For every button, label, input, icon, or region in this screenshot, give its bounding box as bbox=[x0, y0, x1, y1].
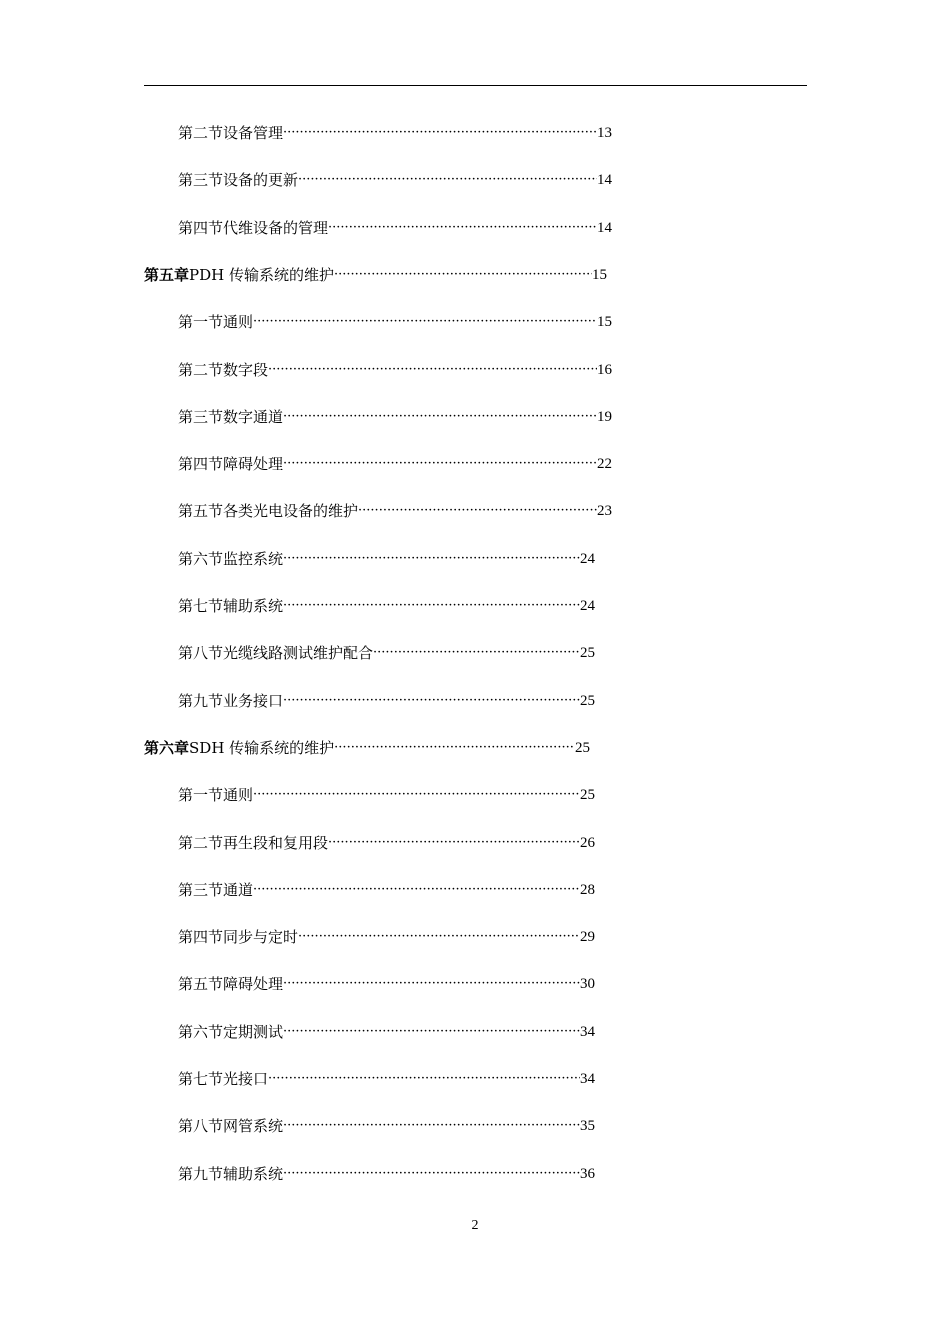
entry-page-number: 36 bbox=[580, 1165, 595, 1182]
page-number: 2 bbox=[471, 1218, 479, 1233]
entry-page-number: 29 bbox=[580, 929, 595, 946]
entry-page-number: 14 bbox=[597, 172, 612, 189]
header-rule bbox=[144, 85, 807, 86]
dot-leader bbox=[283, 690, 580, 712]
toc-section-entry[interactable] bbox=[178, 359, 612, 381]
toc-section-entry[interactable] bbox=[178, 122, 612, 144]
section-number: 第四节 bbox=[178, 218, 224, 237]
entry-page-number: 28 bbox=[580, 881, 595, 898]
section-number: 第八节 bbox=[178, 1117, 224, 1136]
entry-title: 同步与定时 bbox=[223, 928, 299, 947]
entry-page-number: 34 bbox=[580, 1023, 595, 1040]
toc-section-entry[interactable] bbox=[178, 169, 612, 191]
entry-page-number: 25 bbox=[575, 739, 590, 756]
section-number: 第二节 bbox=[178, 833, 224, 852]
section-number: 第一节 bbox=[178, 313, 224, 332]
toc-section-entry[interactable] bbox=[178, 879, 595, 901]
dot-leader bbox=[283, 548, 580, 570]
toc-section-entry[interactable] bbox=[178, 595, 595, 617]
entry-title: 数字通道 bbox=[223, 407, 284, 426]
dot-leader bbox=[283, 406, 597, 428]
dot-leader bbox=[358, 500, 597, 522]
entry-title: 通道 bbox=[223, 880, 254, 899]
dot-leader bbox=[373, 642, 580, 664]
entry-page-number: 23 bbox=[597, 503, 612, 520]
section-number: 第四节 bbox=[178, 928, 224, 947]
entry-page-number: 24 bbox=[580, 550, 595, 567]
entry-title: 辅助系统 bbox=[223, 597, 284, 615]
dot-leader bbox=[283, 1021, 580, 1043]
dot-leader bbox=[334, 264, 592, 286]
entry-title: 各类光电设备的维护 bbox=[223, 502, 359, 521]
dot-leader bbox=[283, 122, 597, 144]
section-number: 第三节 bbox=[178, 171, 224, 190]
entry-title: 定期测试 bbox=[223, 1022, 284, 1041]
entry-title: 光接口 bbox=[223, 1070, 269, 1088]
dot-leader bbox=[268, 1068, 580, 1090]
entry-title: 通则 bbox=[223, 786, 254, 805]
entry-page-number: 35 bbox=[580, 1118, 595, 1135]
dot-leader bbox=[253, 784, 580, 806]
entry-page-number: 14 bbox=[597, 219, 612, 236]
entry-title: 辅助系统 bbox=[223, 1164, 284, 1183]
chapter-number: 第六章 bbox=[144, 738, 190, 757]
dot-leader bbox=[283, 453, 597, 475]
toc-section-entry[interactable] bbox=[178, 453, 612, 475]
section-number: 第六节 bbox=[178, 549, 224, 568]
dot-leader bbox=[298, 169, 597, 191]
dot-leader bbox=[253, 311, 597, 333]
entry-title: 设备管理 bbox=[223, 124, 284, 142]
dot-leader bbox=[268, 359, 597, 381]
toc-chapter-entry[interactable] bbox=[144, 737, 590, 759]
dot-leader bbox=[283, 595, 580, 617]
toc-section-entry[interactable] bbox=[178, 642, 595, 664]
section-number: 第八节 bbox=[178, 644, 224, 663]
entry-page-number: 25 bbox=[580, 692, 595, 709]
dot-leader bbox=[334, 737, 575, 759]
section-number: 第五节 bbox=[178, 975, 224, 994]
entry-title: 障碍处理 bbox=[223, 975, 284, 994]
entry-title: 业务接口 bbox=[223, 691, 284, 710]
section-number: 第四节 bbox=[178, 455, 224, 474]
entry-page-number: 26 bbox=[580, 834, 595, 851]
dot-leader bbox=[283, 1163, 580, 1185]
section-number: 第七节 bbox=[178, 1070, 224, 1088]
toc-section-entry[interactable] bbox=[178, 311, 612, 333]
section-number: 第二节 bbox=[178, 360, 224, 379]
entry-page-number: 22 bbox=[597, 456, 612, 473]
toc-section-entry[interactable] bbox=[178, 548, 595, 570]
section-number: 第五节 bbox=[178, 502, 224, 521]
toc-section-entry[interactable] bbox=[178, 406, 612, 428]
section-number: 第六节 bbox=[178, 1022, 224, 1041]
entry-title: 代维设备的管理 bbox=[223, 218, 329, 237]
toc-section-entry[interactable] bbox=[178, 1115, 595, 1137]
entry-title: 再生段和复用段 bbox=[223, 833, 329, 852]
entry-page-number: 13 bbox=[597, 125, 612, 141]
toc-section-entry[interactable] bbox=[178, 690, 595, 712]
dot-leader bbox=[298, 926, 580, 948]
toc-section-entry[interactable] bbox=[178, 1021, 595, 1043]
toc-section-entry[interactable] bbox=[178, 832, 595, 854]
entry-page-number: 19 bbox=[597, 408, 612, 425]
toc-section-entry[interactable] bbox=[178, 973, 595, 995]
toc-section-entry[interactable] bbox=[178, 1163, 595, 1185]
dot-leader bbox=[328, 217, 597, 239]
entry-page-number: 30 bbox=[580, 976, 595, 993]
section-number: 第七节 bbox=[178, 597, 224, 615]
entry-page-number: 25 bbox=[580, 787, 595, 804]
entry-title: 监控系统 bbox=[223, 549, 284, 568]
toc-section-entry[interactable] bbox=[178, 784, 595, 806]
entry-title: 设备的更新 bbox=[223, 171, 299, 190]
section-number: 第三节 bbox=[178, 880, 224, 899]
entry-title: 网管系统 bbox=[223, 1117, 284, 1136]
chapter-number: 第五章 bbox=[144, 265, 190, 284]
toc-section-entry[interactable] bbox=[178, 1068, 595, 1090]
entry-title: 数字段 bbox=[223, 360, 269, 379]
entry-title: 障碍处理 bbox=[223, 455, 284, 474]
section-number: 第九节 bbox=[178, 1164, 224, 1183]
entry-page-number: 24 bbox=[580, 598, 595, 614]
entry-page-number: 34 bbox=[580, 1071, 595, 1087]
entry-title: PDH 传输系统的维护 bbox=[189, 265, 334, 284]
toc-section-entry[interactable] bbox=[178, 217, 612, 239]
section-number: 第二节 bbox=[178, 124, 224, 142]
dot-leader bbox=[328, 832, 580, 854]
entry-page-number: 16 bbox=[597, 361, 612, 378]
entry-page-number: 25 bbox=[580, 645, 595, 662]
toc-section-entry[interactable] bbox=[178, 500, 612, 522]
dot-leader bbox=[283, 1115, 580, 1137]
entry-title: SDH 传输系统的维护 bbox=[189, 738, 335, 757]
toc-section-entry[interactable] bbox=[178, 926, 595, 948]
entry-page-number: 15 bbox=[592, 266, 607, 283]
entry-page-number: 15 bbox=[597, 314, 612, 331]
section-number: 第三节 bbox=[178, 407, 224, 426]
dot-leader bbox=[283, 973, 580, 995]
entry-title: 光缆线路测试维护配合 bbox=[223, 644, 374, 663]
entry-title: 通则 bbox=[223, 313, 254, 332]
section-number: 第一节 bbox=[178, 786, 224, 805]
section-number: 第九节 bbox=[178, 691, 224, 710]
toc-chapter-entry[interactable] bbox=[144, 264, 607, 286]
dot-leader bbox=[253, 879, 580, 901]
